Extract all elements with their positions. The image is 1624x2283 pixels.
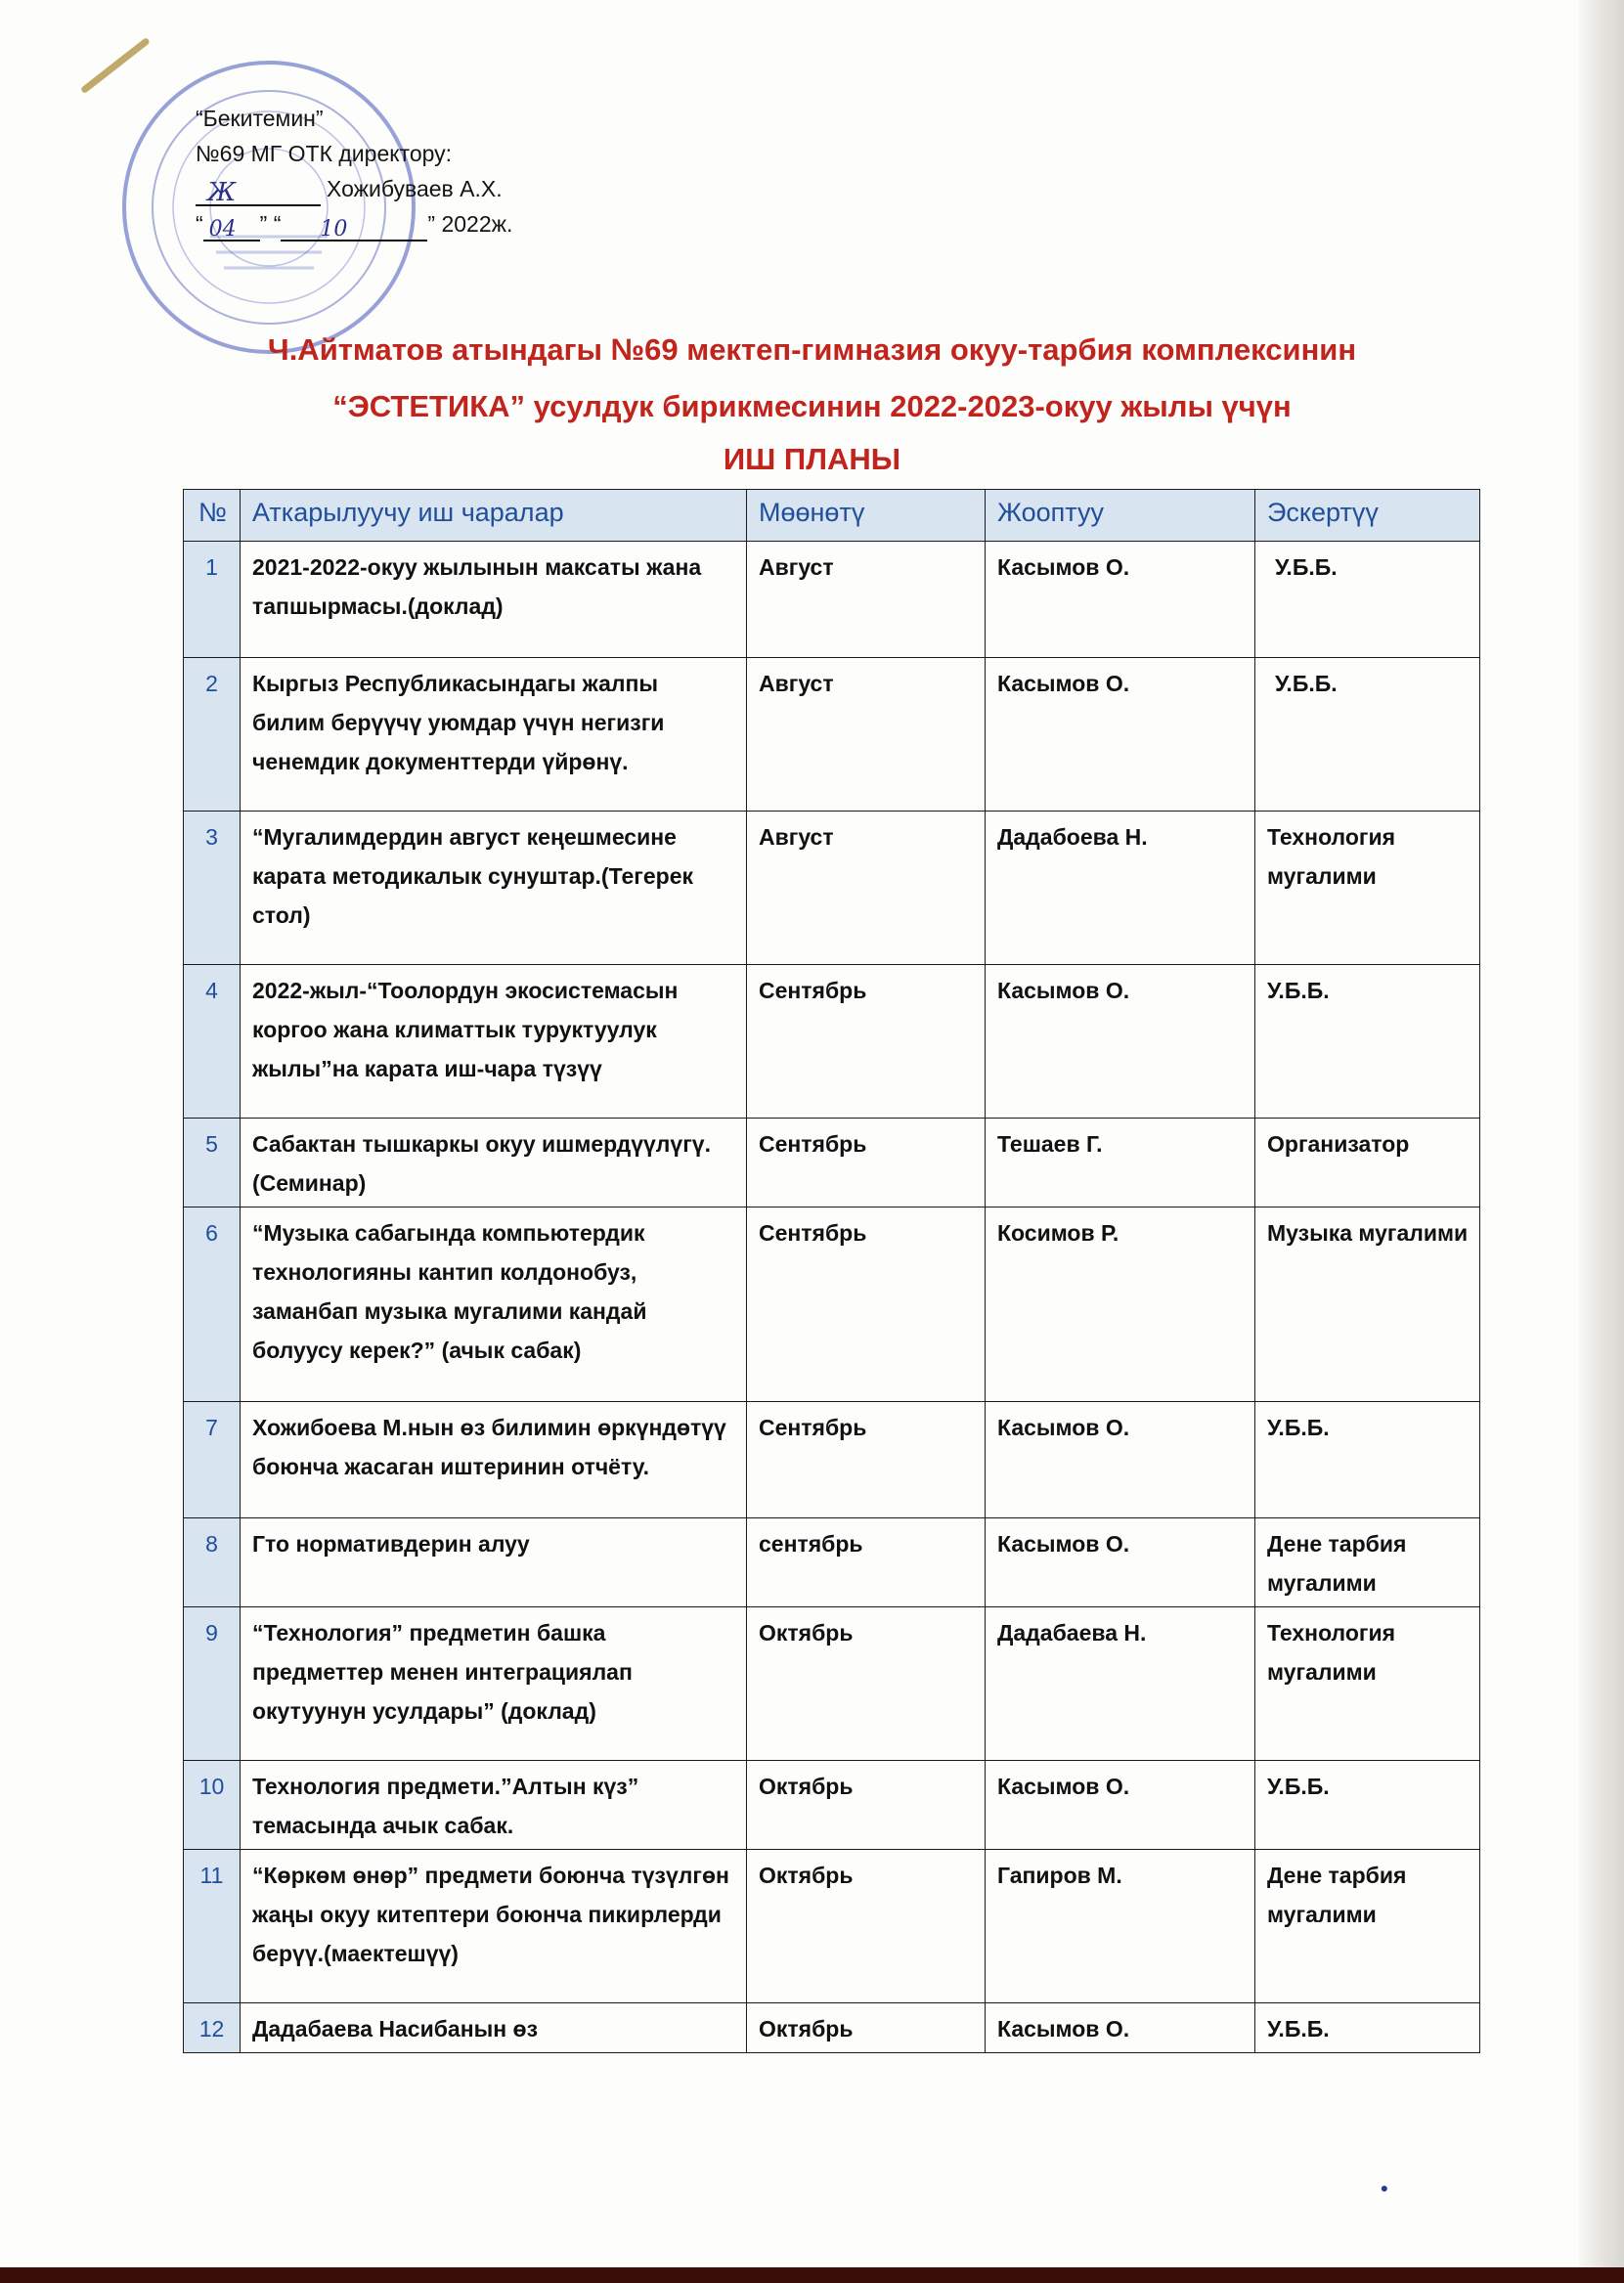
header-responsible: Жооптуу bbox=[986, 490, 1255, 542]
table-row bbox=[184, 1607, 1480, 1761]
row-activity: “Технология” предметин башка предметтер менен интеграциялап окутуунун усулдары” (доклад) bbox=[241, 1607, 747, 1761]
row-note: Дене тарбия мугалими bbox=[1255, 1518, 1480, 1607]
row-activity: “Музыка сабагында компьютердик технологияны кантип колдонобуз, заманбап музыка мугалими кандай болуусу керек?” (ачык сабак) bbox=[241, 1207, 747, 1402]
header-number: № bbox=[184, 490, 241, 542]
row-number: 8 bbox=[184, 1518, 241, 1607]
row-period: Сентябрь bbox=[747, 1402, 986, 1518]
title-line-1: Ч.Айтматов атындагы №69 мектеп-гимназия окуу-тарбия комплексинин bbox=[267, 332, 1357, 367]
row-responsible: Касымов О. bbox=[986, 2003, 1255, 2053]
row-activity: Хожибоева М.нын өз билимин өркүндөтүү боюнча жасаган иштеринин отчёту. bbox=[241, 1402, 747, 1518]
row-activity: 2021-2022-окуу жылынын максаты жана тапшырмасы.(доклад) bbox=[241, 542, 747, 658]
row-number: 9 bbox=[184, 1607, 241, 1761]
table-row bbox=[184, 965, 1480, 1119]
row-note: Дене тарбия мугалими bbox=[1255, 1850, 1480, 2003]
ink-speck: • bbox=[1381, 2176, 1388, 2201]
row-activity: Сабактан тышкаркы окуу ишмердүүлүгү.(Семинар) bbox=[241, 1119, 747, 1207]
row-responsible: Касымов О. bbox=[986, 1518, 1255, 1607]
row-number: 5 bbox=[184, 1119, 241, 1207]
handwritten-day: 04 bbox=[208, 217, 237, 241]
approval-date-row bbox=[196, 206, 512, 241]
row-activity: 2022-жыл-“Тоолордун экосистемасын коргоо жана климаттык туруктуулук жылы”на карата иш-чара түзүү bbox=[241, 965, 747, 1119]
row-note: У.Б.Б. bbox=[1255, 658, 1480, 812]
row-responsible: Тешаев Г. bbox=[986, 1119, 1255, 1207]
row-number: 3 bbox=[184, 812, 241, 965]
row-number: 6 bbox=[184, 1207, 241, 1402]
handwritten-month: 10 bbox=[320, 217, 348, 241]
row-period: Август bbox=[747, 812, 986, 965]
row-activity: Кыргыз Республикасындагы жалпы билим берүүчү уюмдар үчүн негизги ченемдик документтерди үйрөнү. bbox=[241, 658, 747, 812]
title-line-3: ИШ ПЛАНЫ bbox=[723, 442, 901, 476]
date-open-quote: “ bbox=[196, 211, 203, 237]
table-row bbox=[184, 658, 1480, 812]
approval-block bbox=[196, 101, 512, 241]
row-period: Сентябрь bbox=[747, 1119, 986, 1207]
table-row bbox=[184, 2003, 1480, 2053]
row-note: У.Б.Б. bbox=[1255, 1402, 1480, 1518]
header-period: Мөөнөтү bbox=[747, 490, 986, 542]
row-note: У.Б.Б. bbox=[1255, 1761, 1480, 1850]
work-plan-table bbox=[183, 489, 1480, 2053]
row-note: Музыка мугалими bbox=[1255, 1207, 1480, 1402]
row-activity: Технология предмети.”Алтын күз” темасында ачык сабак. bbox=[241, 1761, 747, 1850]
row-period: Август bbox=[747, 542, 986, 658]
row-responsible: Касымов О. bbox=[986, 658, 1255, 812]
row-period: Август bbox=[747, 658, 986, 812]
signature-line bbox=[196, 179, 321, 206]
header-activity: Аткарылуучу иш чаралар bbox=[241, 490, 747, 542]
row-note: Технология мугалими bbox=[1255, 1607, 1480, 1761]
row-responsible: Касымов О. bbox=[986, 965, 1255, 1119]
row-activity: Гто нормативдерин алуу bbox=[241, 1518, 747, 1607]
row-number: 12 bbox=[184, 2003, 241, 2053]
row-responsible: Касымов О. bbox=[986, 1402, 1255, 1518]
row-period: Октябрь bbox=[747, 2003, 986, 2053]
table-row bbox=[184, 1402, 1480, 1518]
row-responsible: Дадабоева Н. bbox=[986, 812, 1255, 965]
approval-position: №69 МГ ОТК директору: bbox=[196, 141, 453, 166]
row-note: У.Б.Б. bbox=[1255, 2003, 1480, 2053]
table-row bbox=[184, 1761, 1480, 1850]
table-header-row bbox=[184, 490, 1480, 542]
row-period: Октябрь bbox=[747, 1761, 986, 1850]
row-period: сентябрь bbox=[747, 1518, 986, 1607]
row-number: 10 bbox=[184, 1761, 241, 1850]
date-mid-quote: ” “ bbox=[259, 211, 282, 237]
title-line-2: “ЭСТЕТИКА” усулдук бирикмесинин 2022-2023-окуу жылы үчүн bbox=[332, 389, 1292, 423]
row-period: Октябрь bbox=[747, 1607, 986, 1761]
approval-heading: “Бекитемин” bbox=[196, 106, 324, 131]
table-row bbox=[184, 1207, 1480, 1402]
row-period: Сентябрь bbox=[747, 1207, 986, 1402]
row-note: У.Б.Б. bbox=[1255, 965, 1480, 1119]
director-name: Хожибуваев А.Х. bbox=[327, 176, 503, 201]
row-note: Технология мугалими bbox=[1255, 812, 1480, 965]
table-row bbox=[184, 542, 1480, 658]
table-row bbox=[184, 1119, 1480, 1207]
row-number: 2 bbox=[184, 658, 241, 812]
row-number: 1 bbox=[184, 542, 241, 658]
row-activity: Дадабаева Насибанын өз bbox=[241, 2003, 747, 2053]
row-responsible: Дадабаева Н. bbox=[986, 1607, 1255, 1761]
table-row bbox=[184, 812, 1480, 965]
row-responsible: Касымов О. bbox=[986, 542, 1255, 658]
table-row bbox=[184, 1850, 1480, 2003]
header-note: Эскертүү bbox=[1255, 490, 1480, 542]
approval-signature-row bbox=[196, 171, 512, 206]
month-line bbox=[281, 214, 427, 241]
date-close: ” 2022ж. bbox=[427, 211, 513, 237]
row-period: Октябрь bbox=[747, 1850, 986, 2003]
row-note: У.Б.Б. bbox=[1255, 542, 1480, 658]
row-responsible: Гапиров М. bbox=[986, 1850, 1255, 2003]
row-responsible: Косимов Р. bbox=[986, 1207, 1255, 1402]
row-period: Сентябрь bbox=[747, 965, 986, 1119]
row-number: 11 bbox=[184, 1850, 241, 2003]
row-activity: “Мугалимдердин август кеңешмесине карата методикалык сунуштар.(Тегерек стол) bbox=[241, 812, 747, 965]
row-number: 4 bbox=[184, 965, 241, 1119]
row-activity: “Көркөм өнөр” предмети боюнча түзүлгөн жаңы окуу китептери боюнча пикирлерди берүү.(маектешүү) bbox=[241, 1850, 747, 2003]
row-responsible: Касымов О. bbox=[986, 1761, 1255, 1850]
day-line bbox=[203, 214, 260, 241]
table-row bbox=[184, 1518, 1480, 1607]
page-bottom-border bbox=[0, 2267, 1624, 2283]
handwritten-signature: Ж bbox=[207, 178, 237, 207]
row-note: Организатор bbox=[1255, 1119, 1480, 1207]
row-number: 7 bbox=[184, 1402, 241, 1518]
